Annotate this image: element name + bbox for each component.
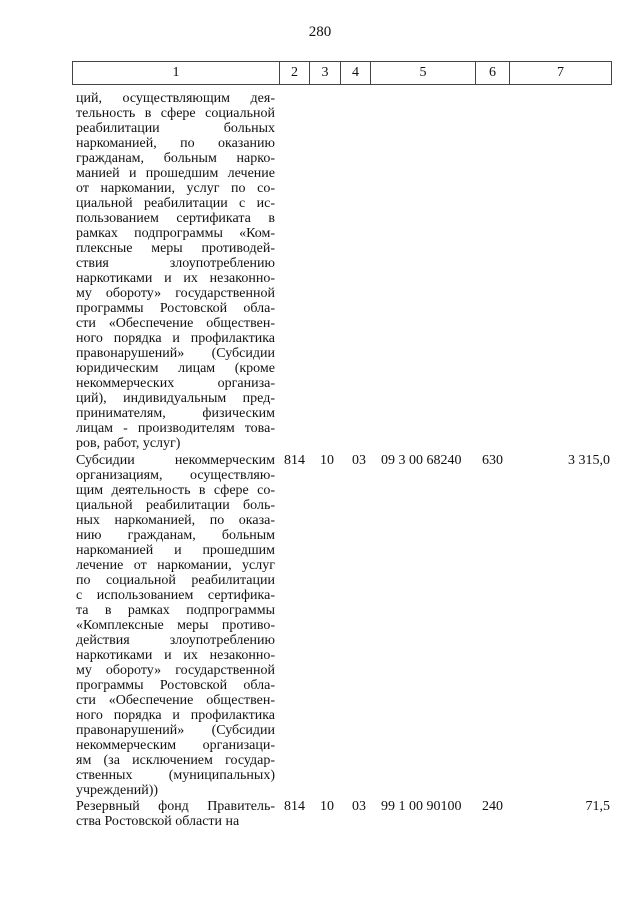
- description-line: ного порядка и профилактика: [76, 331, 275, 346]
- description-line: рамках подпрограммы «Ком-: [76, 226, 275, 241]
- row-ministry-code: 814: [284, 799, 305, 814]
- description-line: программы Ростовской обла-: [76, 678, 275, 693]
- row-description: [76, 453, 275, 798]
- description-line: учреждений)): [76, 783, 159, 798]
- description-line: правонарушений» (Субсидии: [76, 723, 275, 738]
- description-line: некоммерческим организаци-: [76, 738, 275, 753]
- description-line: лицам - производителям това-: [76, 421, 275, 436]
- row-ministry-code: 814: [284, 453, 305, 468]
- description-line: программы Ростовской обла-: [76, 301, 275, 316]
- description-line: наркоманией и прошедшим: [76, 543, 275, 558]
- row-subsection-code: 03: [352, 453, 366, 468]
- description-line: тельность в сфере социальной: [76, 106, 275, 121]
- column-header-1: 1: [73, 62, 280, 85]
- description-line: та в рамках подпрограммы: [76, 603, 275, 618]
- description-line: ям (за исключением государ-: [76, 753, 275, 768]
- description-line: гражданам, больным нарко-: [76, 151, 275, 166]
- description-line: плексные меры противодей-: [76, 241, 275, 256]
- column-header-3: 3: [310, 62, 341, 85]
- description-line: сти «Обеспечение обществен-: [76, 693, 275, 708]
- description-line: реабилитации больных: [76, 121, 275, 136]
- description-line: циальной реабилитации боль-: [76, 498, 275, 513]
- description-line: организациям, осуществляю-: [76, 468, 275, 483]
- row-amount: 71,5: [585, 799, 610, 814]
- description-line: некоммерческих организа-: [76, 376, 275, 391]
- description-line: щим деятельность в сфере со-: [76, 483, 275, 498]
- row-section-code: 10: [320, 453, 334, 468]
- description-line: Субсидии некоммерческим: [76, 453, 275, 468]
- description-line: ства Ростовской области на: [76, 814, 240, 829]
- description-line: наркотиками и их незаконно-: [76, 648, 275, 663]
- row-expense-type-code: 630: [482, 453, 503, 468]
- description-line: ций, осуществляющим дея-: [76, 91, 275, 106]
- row-description: [76, 799, 275, 829]
- row-target-article-code: 09 3 00 68240: [381, 453, 462, 468]
- description-line: ных наркоманией, по оказа-: [76, 513, 275, 528]
- description-line: с использованием сертифика-: [76, 588, 275, 603]
- description-line: ций), индивидуальным пред-: [76, 391, 275, 406]
- description-line: наркоманией, по оказанию: [76, 136, 275, 151]
- column-header-2: 2: [280, 62, 310, 85]
- description-line: действия злоупотреблению: [76, 633, 275, 648]
- description-line: лечение от наркомании, услуг: [76, 558, 275, 573]
- description-line: сти «Обеспечение обществен-: [76, 316, 275, 331]
- description-line: наркотиками и их незаконно-: [76, 271, 275, 286]
- description-line: от наркомании, услуг по со-: [76, 181, 275, 196]
- column-header-row: [73, 62, 612, 85]
- row-section-code: 10: [320, 799, 334, 814]
- description-line: юридическим лицам (кроме: [76, 361, 275, 376]
- description-line: «Комплексные меры противо-: [76, 618, 275, 633]
- description-line: ствия злоупотреблению: [76, 256, 275, 271]
- column-header-table: [72, 61, 612, 85]
- description-line: правонарушений» (Субсидии: [76, 346, 275, 361]
- row-subsection-code: 03: [352, 799, 366, 814]
- description-line: нию гражданам, больным: [76, 528, 275, 543]
- column-header-5: 5: [371, 62, 476, 85]
- row-amount: 3 315,0: [568, 453, 610, 468]
- description-line: ного порядка и профилактика: [76, 708, 275, 723]
- column-header-4: 4: [341, 62, 371, 85]
- row-description: [76, 91, 275, 451]
- description-line: ров, работ, услуг): [76, 436, 181, 451]
- description-line: принимателям, физическим: [76, 406, 275, 421]
- column-header-7: 7: [510, 62, 612, 85]
- description-line: по социальной реабилитации: [76, 573, 275, 588]
- row-target-article-code: 99 1 00 90100: [381, 799, 462, 814]
- description-line: ственных (муниципальных): [76, 768, 275, 783]
- description-line: му обороту» государственной: [76, 663, 275, 678]
- description-line: пользованием сертификата в: [76, 211, 275, 226]
- column-header-6: 6: [476, 62, 510, 85]
- row-expense-type-code: 240: [482, 799, 503, 814]
- description-line: манией и прошедшим лечение: [76, 166, 275, 181]
- description-line: Резервный фонд Правитель-: [76, 799, 275, 814]
- description-line: му обороту» государственной: [76, 286, 275, 301]
- description-line: циальной реабилитации с ис-: [76, 196, 275, 211]
- page-number: 280: [308, 24, 332, 40]
